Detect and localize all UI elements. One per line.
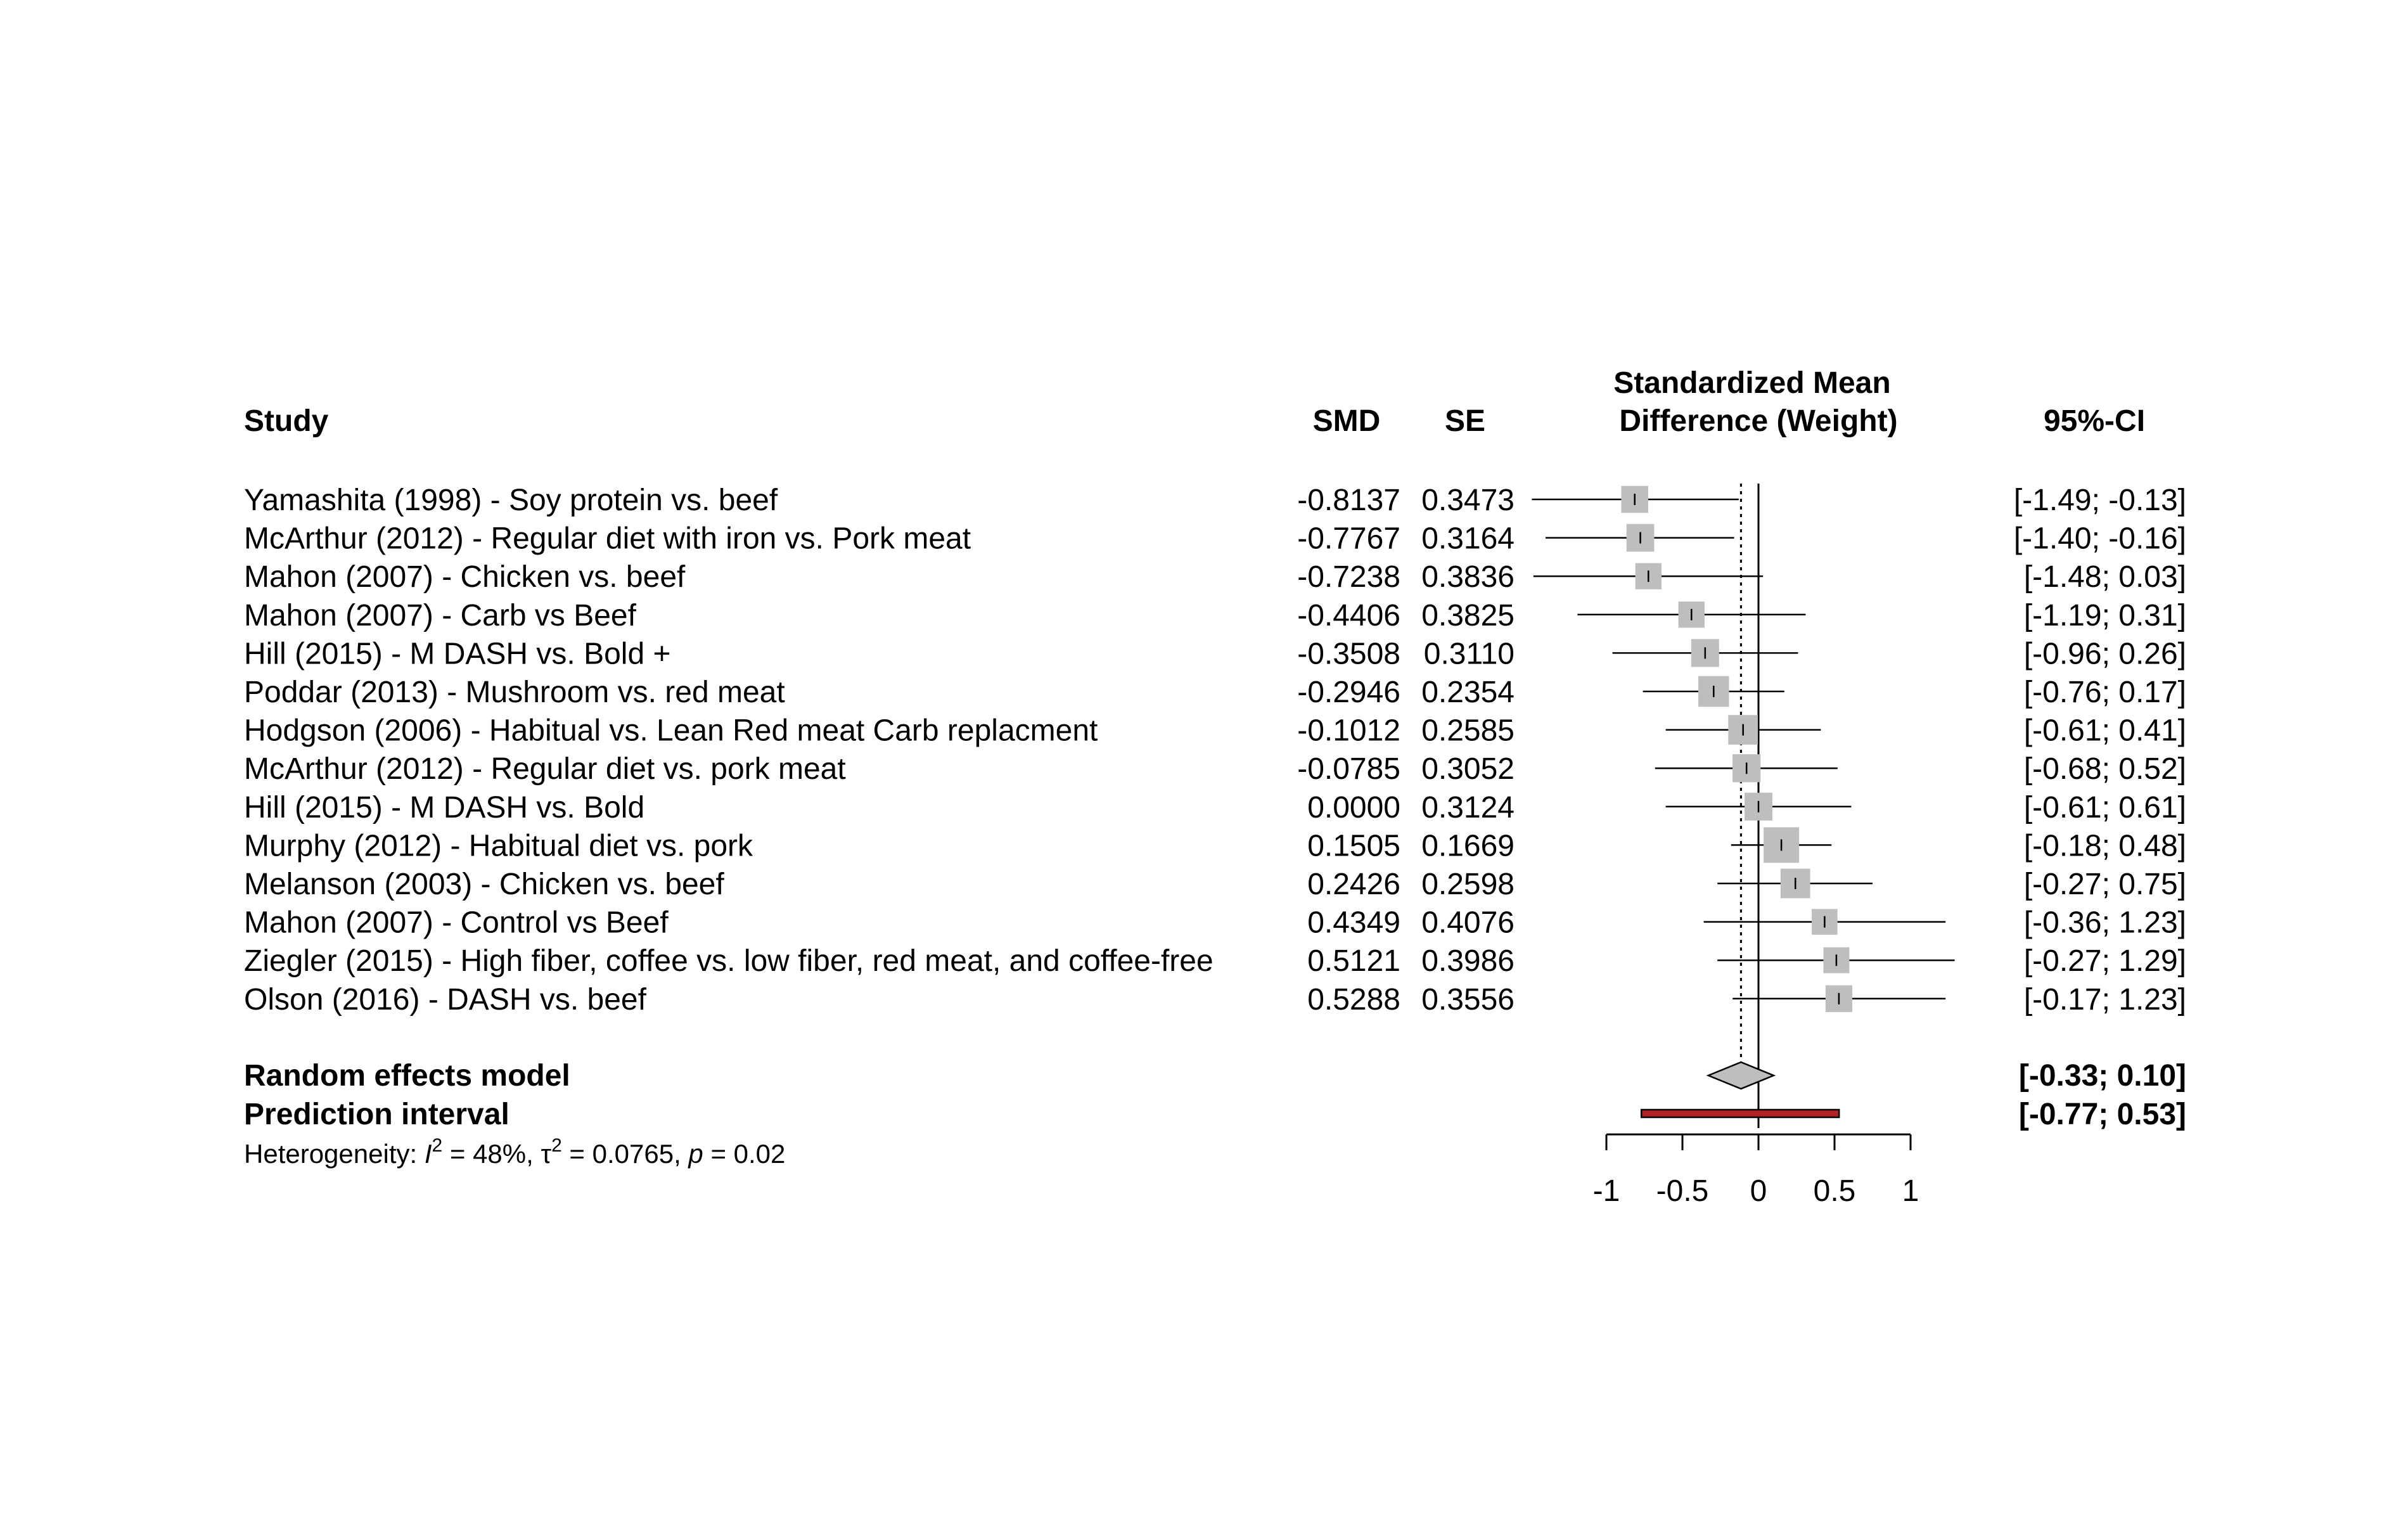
x-tick-label: 1 <box>1902 1174 1919 1208</box>
se-value: 0.3473 <box>1421 484 1515 517</box>
header-study: Study <box>244 404 329 438</box>
prediction-interval-label: Prediction interval <box>244 1098 509 1131</box>
study-label: Murphy (2012) - Habitual diet vs. pork <box>244 829 753 863</box>
ci-value: [-0.61; 0.41] <box>2023 714 2186 748</box>
smd-value: 0.2426 <box>1307 868 1400 901</box>
study-label: Yamashita (1998) - Soy protein vs. beef <box>244 484 778 517</box>
header-plot-line2: Difference (Weight) <box>1619 404 1898 438</box>
se-value: 0.4076 <box>1421 906 1515 940</box>
se-value: 0.3825 <box>1421 598 1515 632</box>
ci-value: [-0.36; 1.23] <box>2023 906 2186 940</box>
x-tick-label: -1 <box>1592 1174 1620 1208</box>
smd-value: 0.0000 <box>1307 790 1400 825</box>
study-label: Ziegler (2015) - High fiber, coffee vs. low fiber, red meat, and coffee-free <box>244 944 1214 979</box>
study-label: Poddar (2013) - Mushroom vs. red meat <box>244 676 785 709</box>
ci-value: [-0.61; 0.61] <box>2023 790 2186 825</box>
x-tick-label: 0 <box>1750 1174 1767 1208</box>
plot-area <box>1532 484 1954 1208</box>
header-plot-line1: Standardized Mean <box>1613 366 1891 400</box>
x-tick-label: -0.5 <box>1656 1174 1709 1208</box>
smd-value: 0.1505 <box>1307 829 1400 863</box>
smd-value: -0.3508 <box>1297 637 1400 671</box>
study-label: Hill (2015) - M DASH vs. Bold + <box>244 637 671 671</box>
prediction-interval-ci: [-0.77; 0.53] <box>2018 1098 2186 1131</box>
smd-value: -0.7238 <box>1297 560 1400 594</box>
study-label: Mahon (2007) - Control vs Beef <box>244 906 669 940</box>
ci-value: [-1.49; -0.13] <box>2013 484 2186 517</box>
smd-value: 0.5288 <box>1307 982 1400 1017</box>
smd-value: 0.4349 <box>1307 906 1400 940</box>
smd-value: -0.4406 <box>1297 598 1400 632</box>
smd-value: -0.1012 <box>1297 714 1400 748</box>
study-label: McArthur (2012) - Regular diet vs. pork meat <box>244 752 846 786</box>
ci-value: [-1.19; 0.31] <box>2023 598 2186 632</box>
se-value: 0.3164 <box>1421 522 1515 556</box>
random-effects-label: Random effects model <box>244 1059 570 1093</box>
study-label: Hodgson (2006) - Habitual vs. Lean Red meat Carb replacment <box>244 714 1098 748</box>
x-tick-label: 0.5 <box>1813 1174 1856 1208</box>
header-se: SE <box>1444 404 1486 438</box>
se-value: 0.3986 <box>1421 944 1515 979</box>
smd-value: 0.5121 <box>1307 944 1400 979</box>
smd-value: -0.0785 <box>1297 752 1400 786</box>
study-label: Mahon (2007) - Chicken vs. beef <box>244 560 686 594</box>
ci-value: [-0.68; 0.52] <box>2023 752 2186 786</box>
se-value: 0.2598 <box>1421 868 1515 901</box>
ci-value: [-1.48; 0.03] <box>2023 560 2186 594</box>
ci-value: [-0.18; 0.48] <box>2023 829 2186 863</box>
se-value: 0.3556 <box>1421 982 1515 1017</box>
study-label: McArthur (2012) - Regular diet with iron vs. Pork meat <box>244 522 971 556</box>
header-smd: SMD <box>1312 404 1381 438</box>
study-rows <box>244 484 2186 1017</box>
ci-value: [-0.27; 1.29] <box>2023 944 2186 979</box>
header-ci: 95%-CI <box>2043 404 2146 438</box>
heterogeneity-text: Heterogeneity: $I^2 = 48\%$, $\tau^2 = 0.0765$, p = 0.02 <box>244 1135 786 1169</box>
smd-value: -0.8137 <box>1297 484 1400 517</box>
smd-value: -0.2946 <box>1297 676 1400 709</box>
ci-value: [-0.96; 0.26] <box>2023 637 2186 671</box>
study-label: Olson (2016) - DASH vs. beef <box>244 982 646 1017</box>
study-label: Hill (2015) - M DASH vs. Bold <box>244 790 645 825</box>
study-label: Mahon (2007) - Carb vs Beef <box>244 598 636 632</box>
se-value: 0.3110 <box>1423 637 1515 671</box>
study-label: Melanson (2003) - Chicken vs. beef <box>244 868 724 901</box>
se-value: 0.1669 <box>1421 829 1515 863</box>
se-value: 0.3052 <box>1421 752 1515 786</box>
ci-value: [-0.27; 0.75] <box>2023 868 2186 901</box>
random-effects-ci: [-0.33; 0.10] <box>2018 1059 2186 1093</box>
smd-value: -0.7767 <box>1297 522 1400 556</box>
ci-value: [-0.76; 0.17] <box>2023 676 2186 709</box>
ci-value: [-1.40; -0.16] <box>2013 522 2186 556</box>
se-value: 0.2354 <box>1421 676 1515 709</box>
ci-value: [-0.17; 1.23] <box>2023 982 2186 1017</box>
se-value: 0.3836 <box>1421 560 1515 594</box>
se-value: 0.2585 <box>1421 714 1515 748</box>
prediction-bar <box>1641 1110 1839 1117</box>
summary-diamond <box>1708 1062 1774 1089</box>
se-value: 0.3124 <box>1421 790 1515 825</box>
